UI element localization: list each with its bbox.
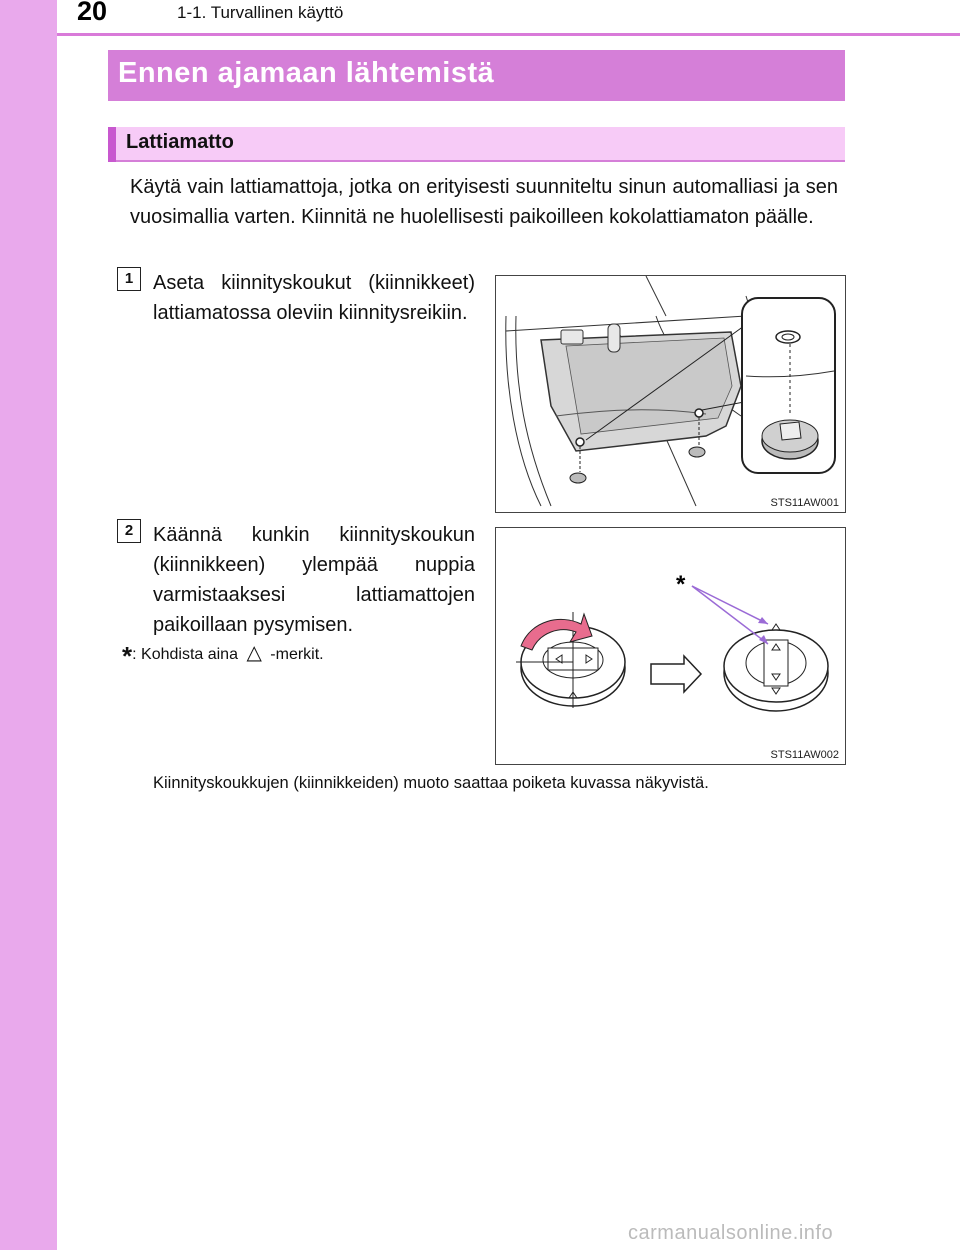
triangle-mark-icon: △ (246, 642, 262, 664)
section-title: Ennen ajamaan lähtemistä (118, 57, 495, 89)
figure-hook-rotation (495, 527, 846, 765)
side-color-band (0, 0, 57, 1250)
note-text-before: : Kohdista aina (132, 646, 238, 663)
step-badge-2: 2 (117, 519, 141, 543)
subsection-title: Lattiamatto (126, 131, 234, 153)
subsection-accent (108, 127, 116, 162)
step-badge-1: 1 (117, 267, 141, 291)
step-text-2: Käännä kunkin kiinnityskoukun (kiinnikkeen) ylempää nuppia varmistaaksesi lattiamattojen paikoillaan pysymisen. (153, 524, 475, 636)
page-number: 20 (77, 0, 108, 26)
running-title: 1-1. Turvallinen käyttö (177, 3, 344, 22)
note-text-after: -merkit. (270, 646, 324, 663)
callout-marker: * (676, 571, 686, 598)
figure-code-1: STS11AW001 (770, 497, 839, 509)
subsection-bar (108, 127, 845, 162)
note-marker: * (122, 641, 133, 671)
header-rule (57, 33, 960, 36)
alignment-note (122, 640, 324, 672)
section-title-bar (108, 50, 845, 101)
figure-code-2: STS11AW002 (770, 749, 839, 761)
step-text-1: Aseta kiinnityskoukut (kiinnikkeet) lattiamatossa oleviin kiinnitysreikiin. (153, 272, 475, 324)
figure-floor-mat (495, 275, 846, 513)
intro-paragraph: Käytä vain lattiamattoja, jotka on erityisesti suunniteltu sinun automalliasi ja sen vuosimallia varten. Kiinnitä ne huolellisesti paikoilleen kokolattiamaton päälle. (130, 176, 838, 228)
floor-mat-illustration (496, 276, 845, 512)
footnote: Kiinnityskoukkujen (kiinnikkeiden) muoto saattaa poiketa kuvassa näkyvistä. (153, 774, 709, 792)
hook-rotation-illustration (496, 528, 845, 764)
watermark: carmanualsonline.info (628, 1222, 834, 1244)
